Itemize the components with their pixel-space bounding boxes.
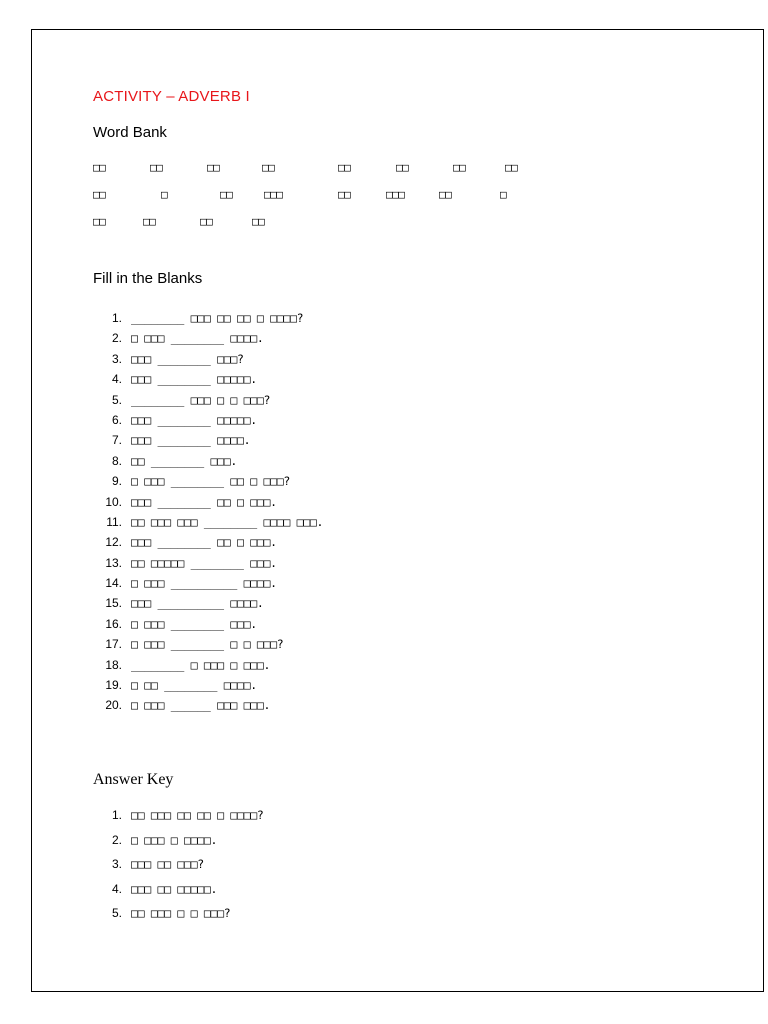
item-number: 4. <box>111 372 122 387</box>
item-sentence: □ □□□ □ □□□□. <box>131 832 218 847</box>
answer-key-list <box>93 804 263 927</box>
item-sentence: □ □□□ ________ □ □ □□□? <box>131 637 284 652</box>
item-number: 2. <box>111 331 122 346</box>
word-bank-word: □ <box>500 188 507 201</box>
item-number: 11. <box>106 514 122 529</box>
blank-item <box>93 451 323 471</box>
word-bank-word: □□□ <box>386 188 405 201</box>
activity-title: ACTIVITY – ADVERB I <box>93 88 250 105</box>
blank-item <box>93 308 323 328</box>
blank-item <box>93 471 323 491</box>
fill-in-the-blanks-list <box>93 308 323 716</box>
item-sentence: □□ □□□□□ ________ □□□. <box>131 555 277 570</box>
item-number: 19. <box>105 678 122 693</box>
item-number: 14. <box>105 576 122 591</box>
word-bank-word: □□ <box>453 161 466 174</box>
item-number: 13. <box>105 555 122 570</box>
answer-item <box>93 853 263 878</box>
word-bank-word: □□ <box>220 188 233 201</box>
item-sentence: □ □□□ ________ □□ □ □□□? <box>131 474 290 489</box>
blank-item <box>93 492 323 512</box>
item-sentence: □□□ ________ □□□□. <box>131 433 251 448</box>
word-bank-word: □□ <box>396 161 409 174</box>
word-bank-word: □□ <box>252 215 265 228</box>
item-number: 10. <box>105 494 122 509</box>
item-number: 16. <box>105 616 122 631</box>
item-sentence: □□ □□□ □□ □□ □ □□□□? <box>131 808 264 822</box>
word-bank-word: □□ <box>143 215 156 228</box>
item-number: 8. <box>111 453 122 468</box>
fill-in-the-blanks-heading: Fill in the Blanks <box>93 270 203 287</box>
word-bank-heading: Word Bank <box>93 124 167 141</box>
answer-item <box>93 878 263 903</box>
answer-item <box>93 902 263 927</box>
word-bank-word: □□ <box>505 161 518 174</box>
blank-item <box>93 553 323 573</box>
word-bank-word: □□ <box>207 161 220 174</box>
blank-item <box>93 573 323 593</box>
word-bank-word: □□ <box>93 188 106 201</box>
word-bank-word: □□ <box>338 188 351 201</box>
blank-item <box>93 390 323 410</box>
answer-item <box>93 804 263 829</box>
blank-item <box>93 675 323 695</box>
item-sentence: □ □□□ ________ □□□. <box>131 616 257 631</box>
item-sentence: ________ □□□ □□ □□ □ □□□□? <box>131 311 304 325</box>
item-sentence: □ □□□ __________ □□□□. <box>131 576 277 591</box>
blank-item <box>93 512 323 532</box>
item-sentence: □ □□□ ______ □□□ □□□. <box>131 698 271 713</box>
blank-item <box>93 349 323 369</box>
item-sentence: □□□ □□ □□□□□. <box>131 881 218 896</box>
item-sentence: □ □□ ________ □□□□. <box>131 678 257 693</box>
word-bank-word: □□ <box>338 161 351 174</box>
word-bank-row <box>0 188 768 204</box>
word-bank-word: □□ <box>200 215 213 228</box>
blank-item <box>93 593 323 613</box>
word-bank-word: □ <box>161 188 168 201</box>
item-number: 20. <box>105 698 122 713</box>
item-number: 5. <box>111 392 122 407</box>
blank-item <box>93 695 323 715</box>
word-bank-word: □□ <box>93 215 106 228</box>
item-sentence: ________ □ □□□ □ □□□. <box>131 657 271 672</box>
blank-item <box>93 614 323 634</box>
word-bank-word: □□ <box>150 161 163 174</box>
word-bank-word: □□ <box>93 161 106 174</box>
item-number: 4. <box>111 881 122 896</box>
item-number: 1. <box>111 808 122 822</box>
blank-item <box>93 532 323 552</box>
item-sentence: □□ □□□ □ □ □□□? <box>131 906 231 921</box>
word-bank-word: □□ <box>262 161 275 174</box>
word-bank-word: □□□ <box>264 188 283 201</box>
item-sentence: □□ □□□ □□□ ________ □□□□ □□□. <box>131 514 324 529</box>
item-number: 7. <box>111 433 122 448</box>
item-sentence: ________ □□□ □ □ □□□? <box>131 392 271 407</box>
item-sentence: □□ ________ □□□. <box>131 453 237 468</box>
item-number: 5. <box>111 906 122 921</box>
item-sentence: □□□ ________ □□ □ □□□. <box>131 494 277 509</box>
item-number: 1. <box>111 311 122 325</box>
item-sentence: □□□ __________ □□□□. <box>131 596 264 611</box>
item-sentence: □□□ ________ □□□□□. <box>131 412 257 427</box>
item-sentence: □□□ ________ □□ □ □□□. <box>131 535 277 550</box>
blank-item <box>93 655 323 675</box>
word-bank-word: □□ <box>439 188 452 201</box>
item-sentence: □ □□□ ________ □□□□. <box>131 331 264 346</box>
item-number: 9. <box>111 474 122 489</box>
item-number: 17. <box>105 637 122 652</box>
answer-item <box>93 829 263 854</box>
item-number: 12. <box>105 535 122 550</box>
blank-item <box>93 410 323 430</box>
answer-key-heading: Answer Key <box>93 771 174 788</box>
word-bank-row <box>0 215 768 231</box>
item-number: 18. <box>105 657 122 672</box>
item-sentence: □□□ ________ □□□? <box>131 351 244 366</box>
item-number: 3. <box>111 857 122 872</box>
item-number: 15. <box>105 596 122 611</box>
item-number: 2. <box>111 832 122 847</box>
word-bank-row <box>0 161 768 177</box>
blank-item <box>93 430 323 450</box>
item-number: 3. <box>111 351 122 366</box>
item-sentence: □□□ □□ □□□? <box>131 857 204 872</box>
blank-item <box>93 328 323 348</box>
item-sentence: □□□ ________ □□□□□. <box>131 372 257 387</box>
blank-item <box>93 369 323 389</box>
blank-item <box>93 634 323 654</box>
item-number: 6. <box>111 412 122 427</box>
